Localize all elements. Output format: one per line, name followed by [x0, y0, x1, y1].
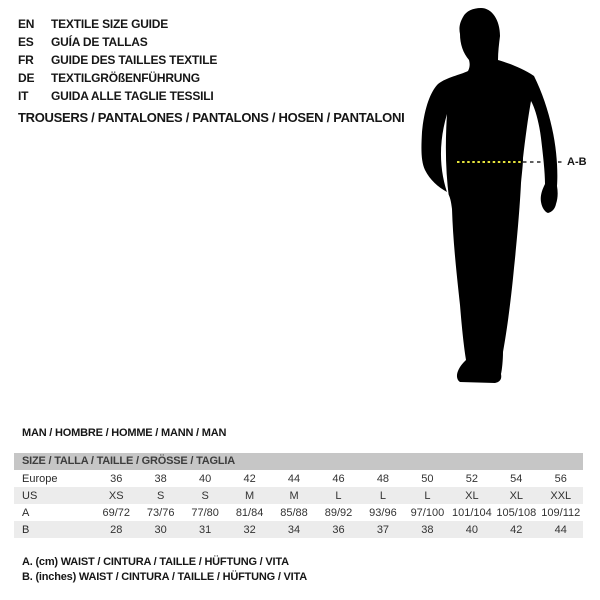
- table-cell: 101/104: [451, 506, 492, 519]
- table-cell: 44: [287, 472, 301, 485]
- table-cell: 40: [199, 472, 212, 485]
- legend-row-de: [18, 69, 217, 87]
- measurement-notes: [22, 555, 307, 585]
- table-cell: 46: [332, 472, 345, 485]
- table-cell: XL: [509, 489, 524, 502]
- legend-code: IT: [18, 89, 29, 103]
- table-row-a-cm: [14, 504, 583, 521]
- table-row-b-inches: [14, 521, 583, 538]
- table-cell: S: [201, 489, 209, 502]
- legend-row-en: [18, 15, 217, 33]
- measure-label-ab: A-B: [567, 156, 587, 168]
- table-cell: 37: [376, 523, 390, 536]
- note-a-cm: A. (cm) WAIST / CINTURA / TAILLE / HÜFTUNG / VITA: [22, 556, 289, 568]
- table-cell: 85/88: [280, 506, 308, 519]
- table-cell: XXL: [550, 489, 572, 502]
- table-cell: 48: [376, 472, 390, 485]
- row-label: B: [22, 523, 30, 536]
- category-title: TROUSERS / PANTALONES / PANTALONS / HOSEN / PANTALONI: [18, 110, 405, 125]
- table-cell: 38: [421, 523, 434, 536]
- legend-row-it: [18, 87, 217, 105]
- table-cell: 81/84: [235, 506, 264, 519]
- legend-text: GUIDE DES TAILLES TEXTILE: [51, 53, 218, 67]
- row-label: Europe: [22, 472, 58, 485]
- table-cell: 36: [332, 523, 345, 536]
- row-label: US: [22, 489, 38, 502]
- table-cell: 52: [465, 472, 478, 485]
- table-cell: L: [335, 489, 342, 502]
- legend-text: GUÍA DE TALLAS: [51, 35, 148, 49]
- table-cell: 56: [554, 472, 567, 485]
- legend-text: GUIDA ALLE TAGLIE TESSILI: [51, 89, 214, 103]
- row-label: A: [22, 506, 30, 519]
- table-cell: 40: [465, 523, 478, 536]
- legend-code: ES: [18, 35, 34, 49]
- legend-code: DE: [18, 71, 35, 85]
- table-cell: 77/80: [191, 506, 219, 519]
- table-cell: 97/100: [410, 506, 445, 519]
- table-cell: L: [379, 489, 386, 502]
- table-cell: 30: [154, 523, 167, 536]
- legend-code: FR: [18, 53, 34, 67]
- table-cell: M: [289, 489, 299, 502]
- legend-row-es: [18, 33, 217, 51]
- table-cell: 42: [243, 472, 256, 485]
- table-cell: 31: [199, 523, 212, 536]
- table-cell: 69/72: [102, 506, 130, 519]
- table-cell: 89/92: [324, 506, 353, 519]
- table-group-title: MAN / HOMBRE / HOMME / MANN / MAN: [22, 427, 227, 439]
- man-silhouette: [421, 8, 557, 383]
- table-cell: 50: [421, 472, 434, 485]
- man-silhouette-figure: [390, 0, 600, 420]
- table-cell: 36: [110, 472, 123, 485]
- table-cell: XL: [465, 489, 479, 502]
- table-cell: XS: [108, 489, 124, 502]
- table-cell: 34: [287, 523, 301, 536]
- legend-text: TEXTILE SIZE GUIDE: [51, 17, 169, 31]
- table-cell: S: [157, 489, 165, 502]
- size-table: [14, 453, 583, 538]
- legend-code: EN: [18, 17, 35, 31]
- table-cell: 93/96: [369, 506, 397, 519]
- table-cell: 105/108: [496, 506, 537, 519]
- legend-row-fr: [18, 51, 217, 69]
- table-row-europe: [14, 470, 583, 487]
- legend-text: TEXTILGRÖßENFÜHRUNG: [51, 71, 200, 85]
- note-b-inches: B. (inches) WAIST / CINTURA / TAILLE / HÜFTUNG / VITA: [22, 571, 307, 583]
- table-cell: 44: [554, 523, 567, 536]
- table-row-us: [14, 487, 583, 504]
- table-cell: M: [245, 489, 255, 502]
- table-cell: 28: [110, 523, 123, 536]
- table-cell: 73/76: [146, 506, 175, 519]
- table-cell: 54: [510, 472, 523, 485]
- table-cell: 32: [243, 523, 256, 536]
- table-cell: 38: [154, 472, 167, 485]
- table-cell: 109/112: [541, 506, 581, 519]
- table-cell: 42: [510, 523, 523, 536]
- language-legend: [18, 15, 217, 105]
- size-table-header: SIZE / TALLA / TAILLE / GRÖSSE / TAGLIA: [14, 453, 583, 470]
- table-cell: L: [424, 489, 431, 502]
